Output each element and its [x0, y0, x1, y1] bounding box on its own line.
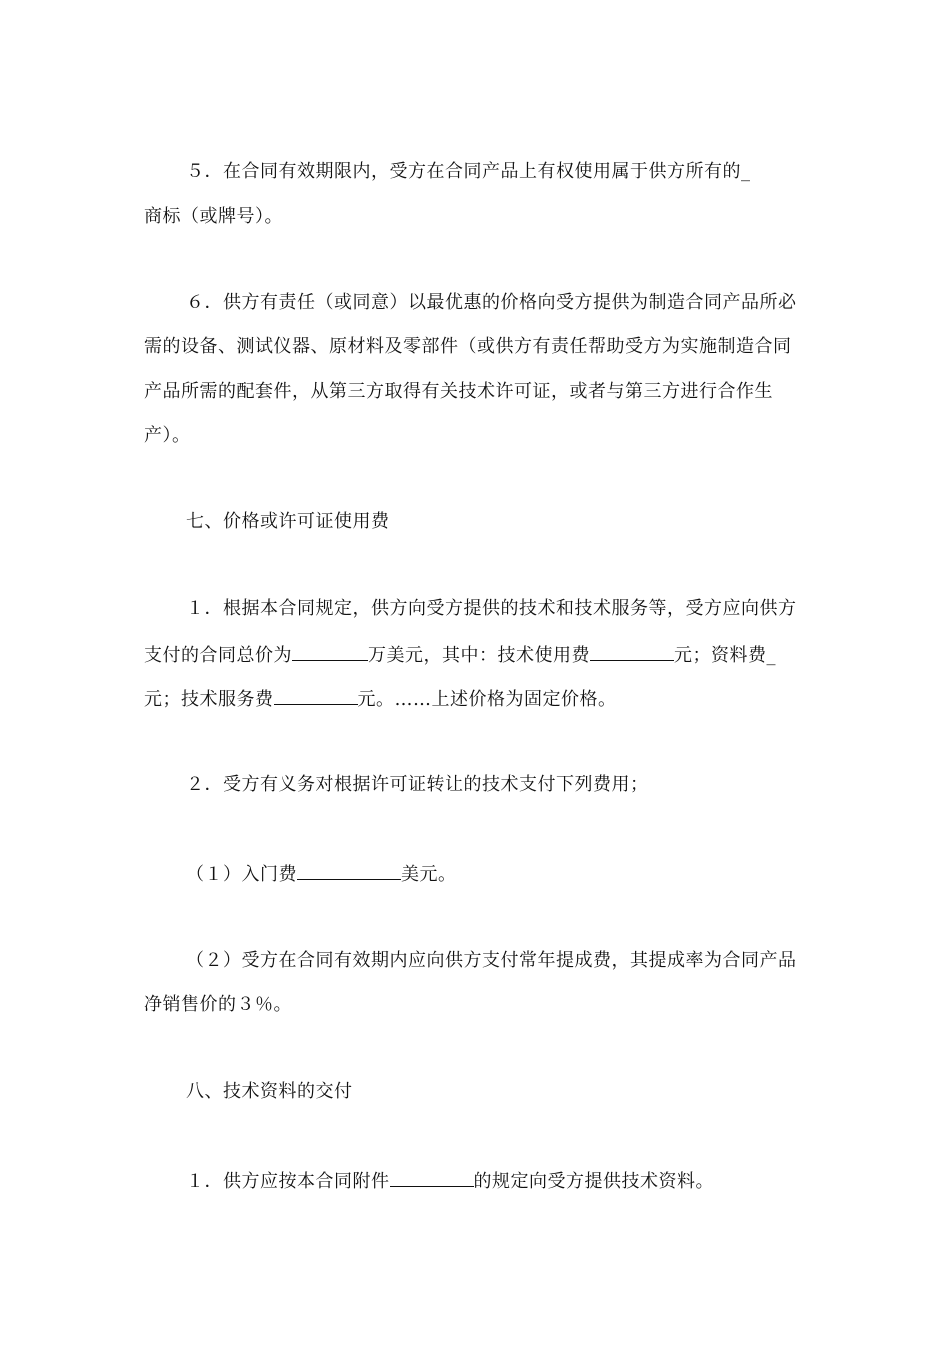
clause-6-line-3: 产品所需的配套件，从第三方取得有关技术许可证，或者与第三方进行合作生	[144, 381, 773, 402]
clause-7-2-2-line-2: 净销售价的３％。	[144, 994, 292, 1015]
text-fixed-price: 元。……上述价格为固定价格。	[357, 689, 617, 710]
clause-6-line-2: 需的设备、测试仪器、原材料及零部件（或供方有责任帮助受方为实施制造合同	[144, 336, 792, 357]
text-provide-docs: 的规定向受方提供技术资料。	[473, 1171, 714, 1192]
blank-entry-fee	[297, 861, 401, 880]
blank-attachment	[390, 1168, 474, 1187]
text-material-fee: 元；资料费_	[674, 645, 776, 666]
clause-7-2-2-line-1: （２）受方在合同有效期内应向供方支付常年提成费，其提成率为合同产品	[186, 950, 797, 971]
blank-usage-fee	[590, 642, 674, 661]
text-usd: 美元。	[401, 864, 457, 885]
section-7-heading: 七、价格或许可证使用费	[186, 511, 390, 532]
clause-7-1-line-2	[144, 642, 776, 668]
clause-7-2: ２．受方有义务对根据许可证转让的技术支付下列费用；	[186, 774, 649, 795]
blank-total-price	[292, 642, 368, 661]
text-total-price: 支付的合同总价为	[144, 645, 292, 666]
clause-7-1-line-3	[144, 686, 617, 712]
text-usage-fee: 万美元，其中：技术使用费	[368, 645, 590, 666]
text-service-fee: 元；技术服务费	[144, 689, 274, 710]
text-entry-fee: （１）入门费	[186, 864, 297, 885]
clause-7-1-line-1: １．根据本合同规定，供方向受方提供的技术和技术服务等，受方应向供方	[186, 598, 797, 619]
blank-service-fee	[274, 686, 358, 705]
text-attachment: １．供方应按本合同附件	[186, 1171, 390, 1192]
clause-7-2-1	[186, 861, 457, 887]
clause-6-line-4: 产）。	[144, 425, 191, 446]
clause-5-line-1: ５．在合同有效期限内，受方在合同产品上有权使用属于供方所有的_	[186, 161, 751, 182]
clause-6-line-1: ６．供方有责任（或同意）以最优惠的价格向受方提供为制造合同产品所必	[186, 292, 797, 313]
clause-5-line-2: 商标（或牌号）。	[144, 206, 283, 227]
clause-8-1	[186, 1168, 714, 1194]
section-8-heading: 八、技术资料的交付	[186, 1081, 353, 1102]
